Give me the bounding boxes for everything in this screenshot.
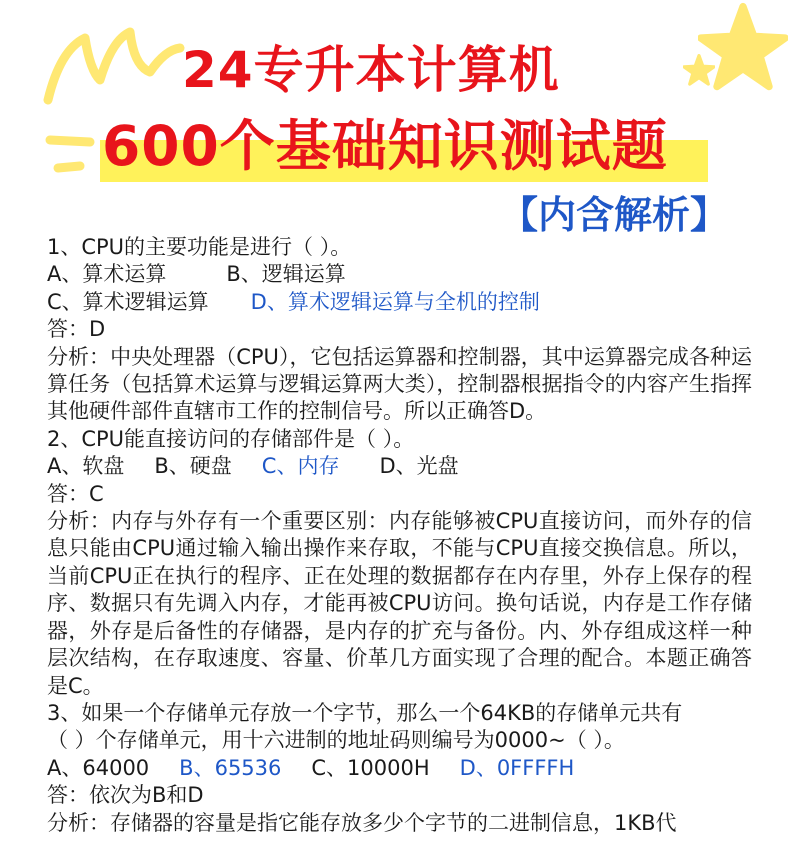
option: C、10000H [311, 755, 430, 780]
small-star-icon [683, 54, 715, 86]
question-list [47, 234, 752, 837]
correct-option: D、算术逻辑运算与全机的控制 [250, 289, 540, 314]
option: B、硬盘 [154, 454, 232, 479]
option: C、算术逻辑运算 [47, 289, 209, 314]
question-2: 2、CPU能直接访问的存储部件是（ ）。 [47, 426, 415, 451]
page-title-line2: 600个基础知识测试题 [102, 114, 668, 178]
question-3: 3、如果一个存储单元存放一个字节，那么一个64KB的存储单元共有 [47, 700, 683, 725]
option: A、64000 [47, 755, 150, 780]
answer-1: 答：D [47, 317, 106, 342]
correct-option: D、0FFFFH [459, 755, 575, 780]
correct-option: C、内存 [261, 454, 340, 479]
answer-3: 答：依次为B和D [47, 783, 204, 808]
options-1b [47, 289, 752, 316]
option: A、算术运算 [47, 262, 167, 287]
analysis-3: 分析：存储器的容量是指它能存放多少个字节的二进制信息，1KB代 [47, 810, 677, 835]
correct-option: B、65536 [179, 755, 282, 780]
subtitle: 【内含解析】 [500, 193, 729, 237]
analysis-1: 分析：中央处理器（CPU），它包括运算器和控制器，其中运算器完成各种运算任务（包括算术运算与逻辑运算两大类），控制器根据指令的内容产生指挥其他硬件部件直辖市工作的控制信号。所以正确答D。 [47, 344, 752, 424]
options-2 [47, 453, 752, 480]
options-1a [47, 261, 752, 288]
option: B、逻辑运算 [226, 262, 346, 287]
page-title: 24专升本计算机 [182, 41, 560, 99]
question-1: 1、CPU的主要功能是进行（ ）。 [47, 235, 352, 259]
question-3-cont: （ ）个存储单元，用十六进制的地址码则编号为0000~（ ）。 [47, 728, 625, 753]
analysis-2: 分析：内存与外存有一个重要区别：内存能够被CPU直接访问，而外存的信息只能由CPU通过输入输出操作来存取，不能与CPU直接交换信息。所以，当前CPU正在执行的程序、正在处理的数据都存在内存里，外存上保存的程序、数据只有先调入内存，才能再被CPU访问。换句话说，内存是工作存储器，外存是后备性的存储器，是内存的扩充与备份。内、外存组成这样一种层次结构，在存取速度、容量、价革几方面实现了合理的配合。本题正确答是C。 [47, 509, 752, 698]
option: D、光盘 [379, 454, 459, 479]
answer-2: 答：C [47, 481, 104, 506]
option: A、软盘 [47, 454, 125, 479]
title-area [0, 0, 800, 245]
options-3 [47, 755, 752, 782]
